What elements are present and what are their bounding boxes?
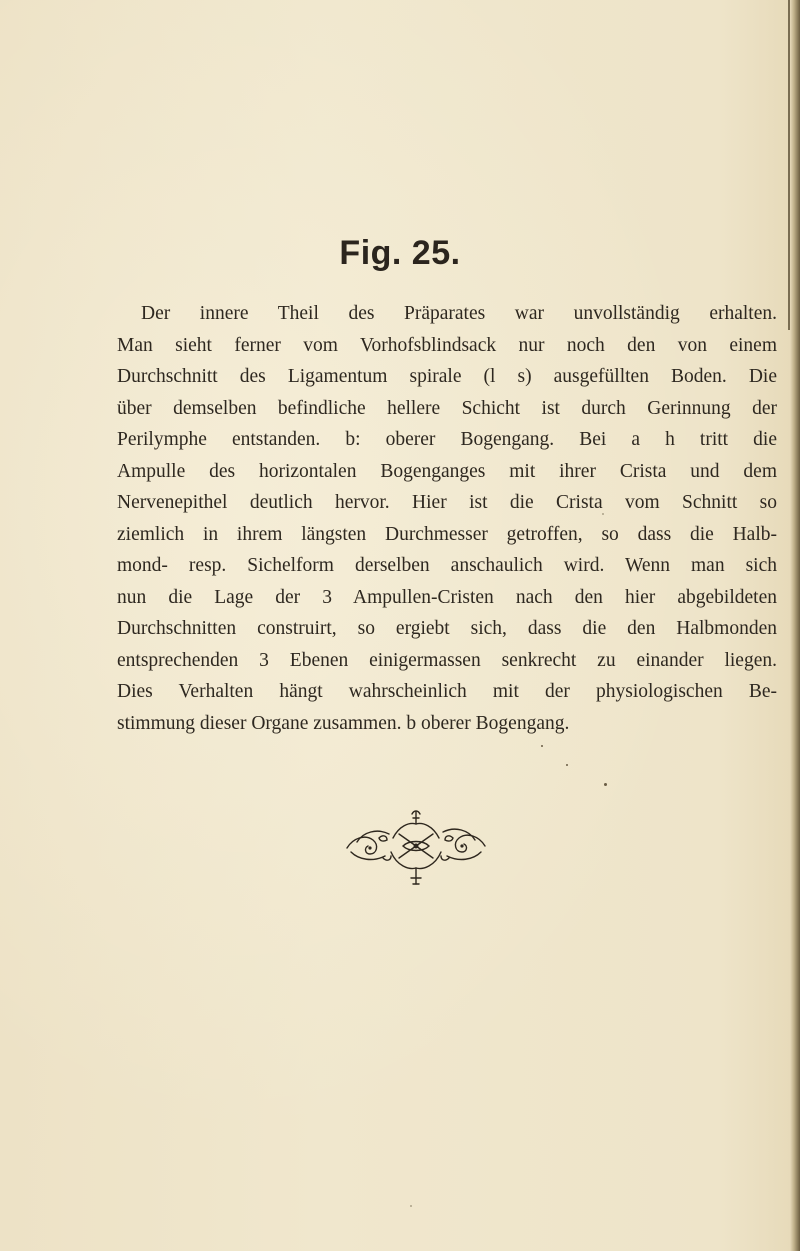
text-line: Durchschnitt des Ligamentum spirale (l s) ausgefüllten Boden. Die bbox=[117, 366, 777, 387]
floral-tailpiece-ornament-icon bbox=[343, 808, 489, 888]
text-line: Durchschnitten construirt, so ergiebt sich, dass die den Halbmonden bbox=[117, 618, 777, 639]
text-line: Man sieht ferner vom Vorhofsblindsack nur noch den von einem bbox=[117, 334, 777, 356]
figure-title: Fig. 25. bbox=[339, 234, 461, 272]
text-line: über demselben befindliche hellere Schicht ist durch Gerinnung der bbox=[117, 397, 777, 419]
page-edge-line bbox=[788, 0, 790, 330]
paper-speck bbox=[604, 783, 607, 786]
text-line: Dies Verhalten hängt wahrscheinlich mit der physiologischen Be- bbox=[117, 681, 777, 702]
text-line: mond- resp. Sichelform derselben anschaulich wird. Wenn man sich bbox=[117, 555, 777, 576]
text-line: nun die Lage der 3 Ampullen-Cristen nach den hier abgebildeten bbox=[117, 586, 777, 608]
figure-description-paragraph bbox=[117, 298, 777, 739]
text-line: Ampulle des horizontalen Bogenganges mit ihrer Crista und dem bbox=[117, 460, 777, 482]
text-line: entsprechenden 3 Ebenen einigermassen senkrecht zu einander liegen. bbox=[117, 649, 777, 671]
paper-speck bbox=[566, 764, 568, 766]
paper-speck bbox=[410, 1205, 412, 1207]
paper-speck bbox=[541, 745, 543, 747]
text-line: ziemlich in ihrem längsten Durchmesser getroffen, so dass die Halb- bbox=[117, 523, 777, 545]
text-line: Perilymphe entstanden. b: oberer Bogengang. Bei a h tritt die bbox=[117, 429, 777, 450]
page-edge-shadow bbox=[790, 0, 800, 1251]
paper-speck bbox=[602, 513, 604, 515]
text-line: stimmung dieser Organe zusammen. b oberer Bogengang. bbox=[117, 712, 570, 734]
text-line: Nervenepithel deutlich hervor. Hier ist die Crista vom Schnitt so bbox=[117, 492, 777, 513]
text-line: Der innere Theil des Präparates war unvollständig erhalten. bbox=[141, 303, 777, 324]
